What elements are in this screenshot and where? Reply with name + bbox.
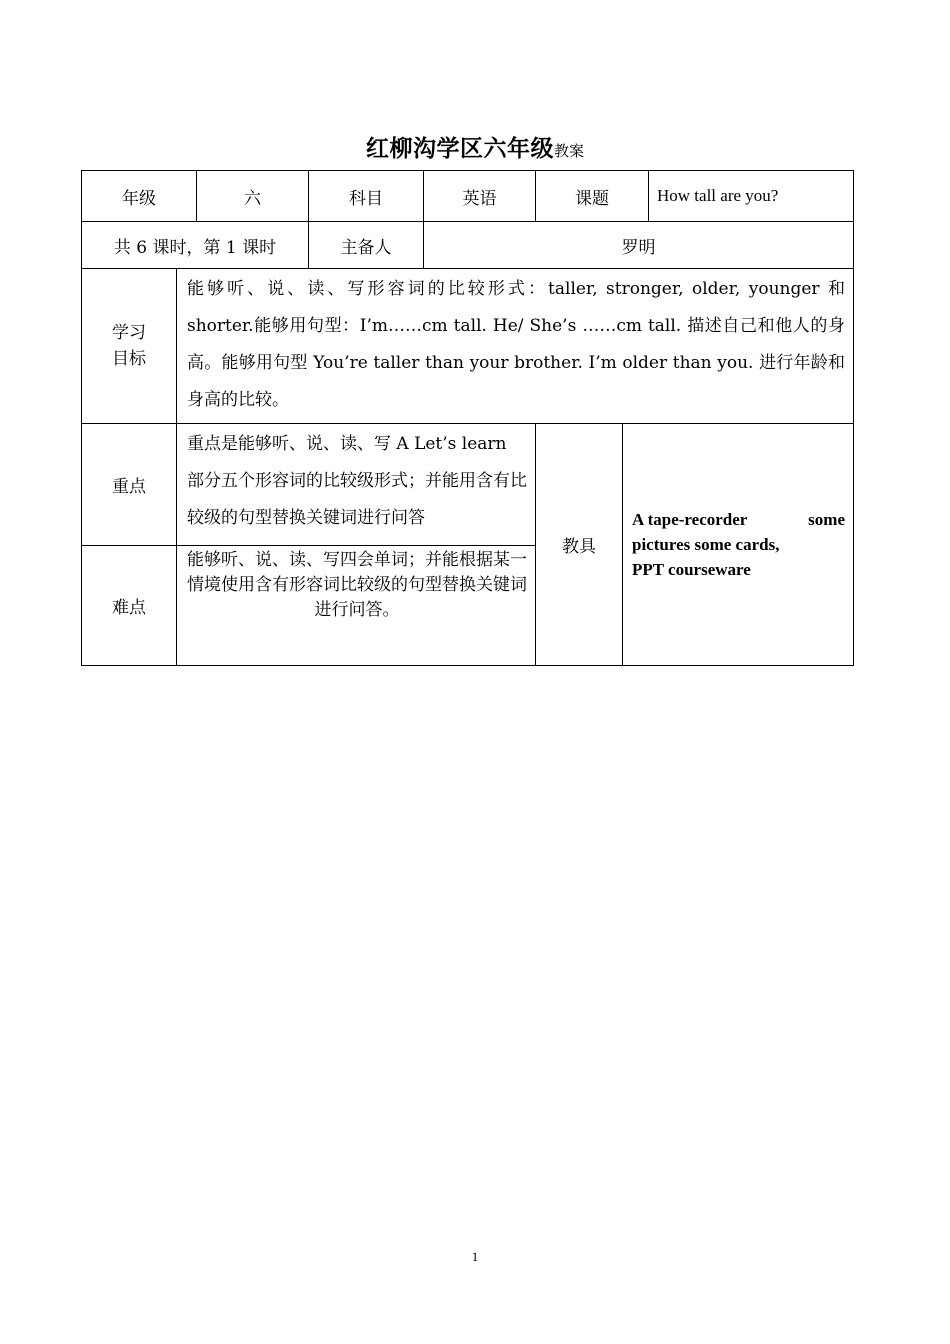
page-number: 1 bbox=[471, 1249, 479, 1264]
difficulties-text: 能够听、说、读、写四会单词；并能根据某一情境使用含有形容词比较级的句型替换关键词进行问答。 bbox=[177, 546, 536, 666]
tools-line3: PPT courseware bbox=[632, 560, 751, 579]
tools-text-cell bbox=[623, 424, 854, 666]
grade-label: 年级 bbox=[82, 171, 197, 222]
document-title bbox=[0, 130, 950, 163]
title-main: 红柳沟学区六年级 bbox=[365, 136, 554, 162]
subject-label: 科目 bbox=[309, 171, 424, 222]
lesson-info: 共 6 课时，第 1 课时 bbox=[82, 222, 309, 269]
subject-value: 英语 bbox=[424, 171, 536, 222]
key-points-text: 重点是能够听、说、读、写 A Let’s learn 部分五个形容词的比较级形式；并能用含有比较级的句型替换关键词进行问答 bbox=[177, 424, 536, 546]
table-row bbox=[82, 222, 854, 269]
difficulties-label: 难点 bbox=[82, 546, 177, 666]
tools-line1-a: A tape-recorder bbox=[632, 510, 748, 529]
tools-label: 教具 bbox=[536, 424, 623, 666]
key-points-label: 重点 bbox=[82, 424, 177, 546]
table-row bbox=[82, 171, 854, 222]
table-row bbox=[82, 424, 854, 546]
goals-text: 能够听、说、读、写形容词的比较形式：taller, stronger, older, younger 和 shorter.能够用句型：I’m……cm tall. He/ She’s ……cm tall. 描述自己和他人的身高。能够用句型 You’re taller than your brother. I’m older than you. 进行年龄和身高的比较。 bbox=[187, 279, 845, 410]
topic-value: How tall are you? bbox=[649, 171, 854, 222]
goals-label bbox=[82, 269, 177, 424]
preparer-label: 主备人 bbox=[309, 222, 424, 269]
goals-text-cell bbox=[177, 269, 854, 424]
tools-line1 bbox=[632, 507, 845, 532]
goals-label-line1: 学习 bbox=[112, 323, 146, 343]
preparer-value: 罗明 bbox=[424, 222, 854, 269]
table-row bbox=[82, 269, 854, 424]
goals-label-line2: 目标 bbox=[112, 349, 146, 369]
tools-line2: pictures some cards, bbox=[632, 535, 780, 554]
grade-value: 六 bbox=[197, 171, 309, 222]
lesson-plan-table bbox=[81, 170, 854, 666]
title-subtitle: 教案 bbox=[553, 142, 584, 160]
tools-line1-b: some bbox=[808, 510, 845, 529]
topic-label: 课题 bbox=[536, 171, 649, 222]
